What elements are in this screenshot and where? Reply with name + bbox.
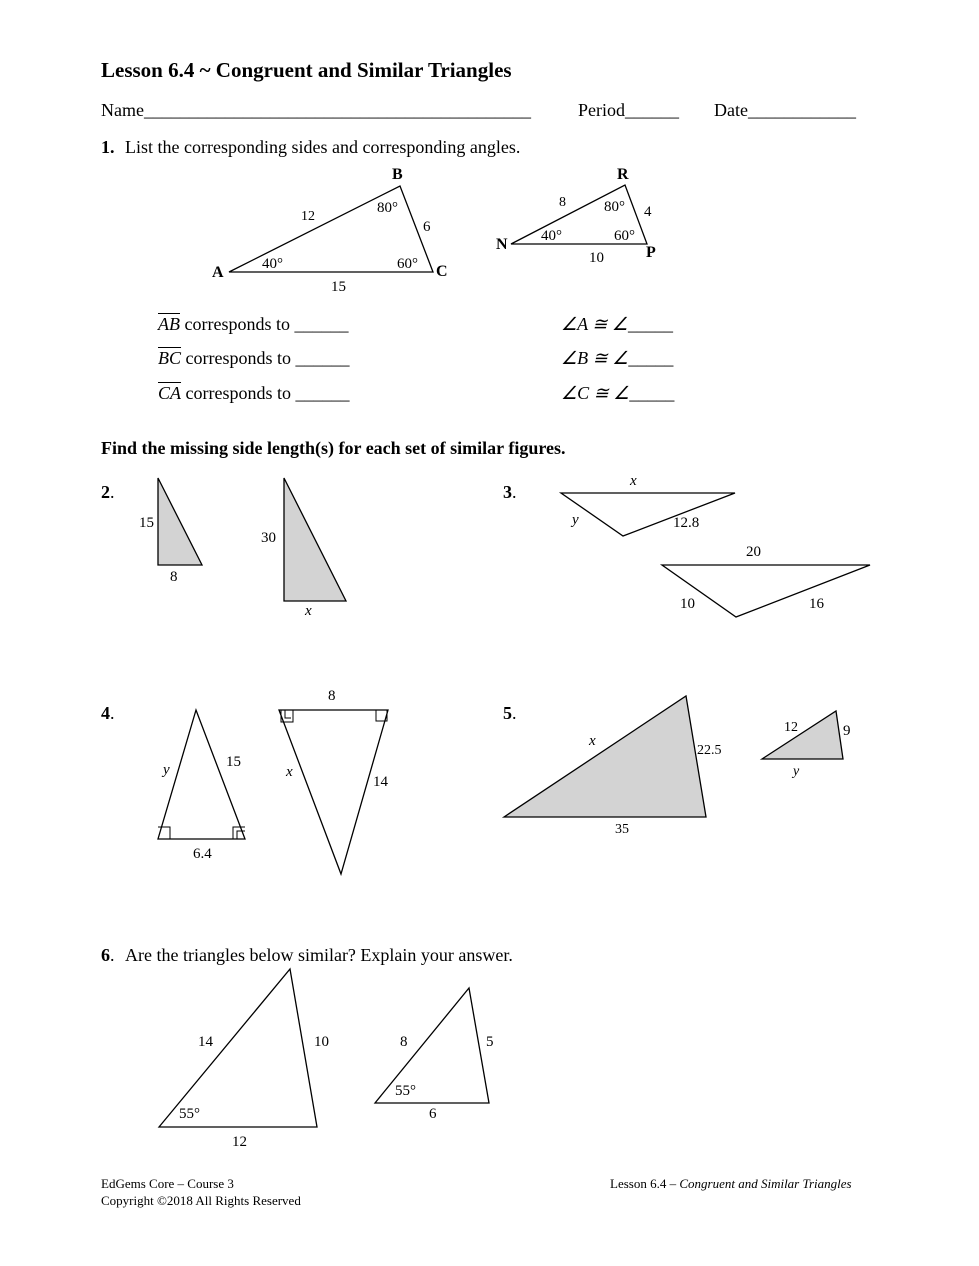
q3-side-16: 16	[809, 596, 824, 612]
q2-side-15: 15	[139, 515, 154, 531]
q5-small-triangle	[762, 711, 843, 759]
q4-side-15: 15	[226, 754, 241, 770]
q2-small-triangle	[158, 478, 202, 565]
section-heading: Find the missing side length(s) for each set of similar figures.	[101, 438, 566, 458]
q3-side-12-8: 12.8	[673, 515, 700, 531]
q6-number: 6.	[101, 945, 115, 965]
segment-label: $\overline{BC}$	[158, 348, 182, 368]
q3-number: 3.	[503, 482, 517, 502]
name-field[interactable]: Name___________________________________________	[101, 100, 531, 120]
q4-large-triangle	[279, 710, 388, 874]
side-nr-length: 8	[559, 195, 566, 210]
q4-number: 4.	[101, 703, 115, 723]
q2-number: 2.	[101, 482, 115, 502]
q6-small-triangle	[375, 988, 489, 1103]
q4-side-y: y	[163, 762, 170, 778]
q5-side-22-5: 22.5	[697, 743, 722, 758]
q5-side-35: 35	[615, 822, 629, 837]
q6-t1-side-10: 10	[314, 1034, 329, 1050]
q1-number: 1.	[101, 137, 115, 157]
q6-t1-side-12: 12	[232, 1134, 247, 1150]
angle-r-label: 80°	[604, 199, 625, 215]
vertex-n-label: N	[496, 236, 508, 253]
angle-c-label: 60°	[397, 256, 418, 272]
q6-t2-angle: 55°	[395, 1083, 416, 1099]
q6-t1-angle: 55°	[179, 1106, 200, 1122]
angle-p-label: 60°	[614, 228, 635, 244]
footer-copyright: Copyright ©2018 All Rights Reserved	[101, 1193, 301, 1208]
q5-side-9: 9	[843, 723, 851, 739]
side-ac-length: 15	[331, 279, 346, 295]
q4-side-6-4: 6.4	[193, 846, 212, 862]
angle-a-label: 40°	[262, 256, 283, 272]
q2-large-triangle	[284, 478, 346, 601]
period-field[interactable]: Period______	[578, 100, 679, 120]
side-bc-length: 6	[423, 219, 431, 235]
q2-side-8: 8	[170, 569, 178, 585]
side-np-length: 10	[589, 250, 604, 266]
vertex-r-label: R	[617, 166, 629, 183]
q5-side-y: y	[793, 764, 800, 779]
blank-answer[interactable]: corresponds to ______	[185, 383, 350, 403]
q3-side-y: y	[572, 512, 579, 528]
angle-b-label: 80°	[377, 200, 398, 216]
q2-side-30: 30	[261, 530, 276, 546]
q6-t2-side-8: 8	[400, 1034, 408, 1050]
side-correspondence-row	[158, 314, 348, 335]
q4-side-14: 14	[373, 774, 388, 790]
q3-side-20: 20	[746, 544, 761, 560]
q3-small-triangle	[561, 493, 735, 536]
page-title: Lesson 6.4 ~ Congruent and Similar Triangles	[101, 58, 512, 82]
segment-label: $\overline{CA}$	[158, 383, 182, 403]
q6-t2-side-6: 6	[429, 1106, 437, 1122]
q6-large-triangle	[159, 969, 317, 1127]
q6-prompt: Are the triangles below similar? Explain your answer.	[125, 945, 513, 965]
footer-lesson: Lesson 6.4 – Congruent and Similar Triangles	[610, 1176, 852, 1191]
vertex-c-label: C	[436, 263, 448, 280]
q5-side-12: 12	[784, 720, 798, 735]
angle-correspondence-row[interactable]: ∠A ≅ ∠_____	[561, 314, 674, 334]
q2-side-x: x	[305, 603, 312, 619]
q1-prompt: List the corresponding sides and corresponding angles.	[125, 137, 521, 157]
side-correspondence-row	[158, 348, 350, 369]
q5-number: 5.	[503, 703, 517, 723]
q5-large-triangle	[504, 696, 706, 817]
side-ab-length: 12	[301, 209, 315, 224]
q3-side-x: x	[630, 473, 637, 489]
q6-t1-side-14: 14	[198, 1034, 213, 1050]
side-rp-length: 4	[644, 204, 652, 220]
q4-small-triangle	[158, 710, 245, 839]
date-field[interactable]: Date____________	[714, 100, 856, 120]
angle-correspondence-row[interactable]: ∠B ≅ ∠_____	[561, 348, 674, 368]
q6-t2-side-5: 5	[486, 1034, 494, 1050]
vertex-b-label: B	[392, 166, 403, 183]
side-correspondence-row	[158, 383, 350, 404]
footer-course: EdGems Core – Course 3	[101, 1176, 234, 1191]
q3-side-10: 10	[680, 596, 695, 612]
q4-side-8: 8	[328, 688, 336, 704]
angle-correspondence-row[interactable]: ∠C ≅ ∠_____	[561, 383, 675, 403]
blank-answer[interactable]: corresponds to ______	[184, 314, 349, 334]
blank-answer[interactable]: corresponds to ______	[185, 348, 350, 368]
segment-label: $\overline{AB}$	[158, 314, 180, 334]
q5-side-x: x	[589, 733, 596, 749]
vertex-p-label: P	[646, 244, 656, 261]
angle-n-label: 40°	[541, 228, 562, 244]
q4-side-x: x	[286, 764, 293, 780]
vertex-a-label: A	[212, 264, 224, 281]
